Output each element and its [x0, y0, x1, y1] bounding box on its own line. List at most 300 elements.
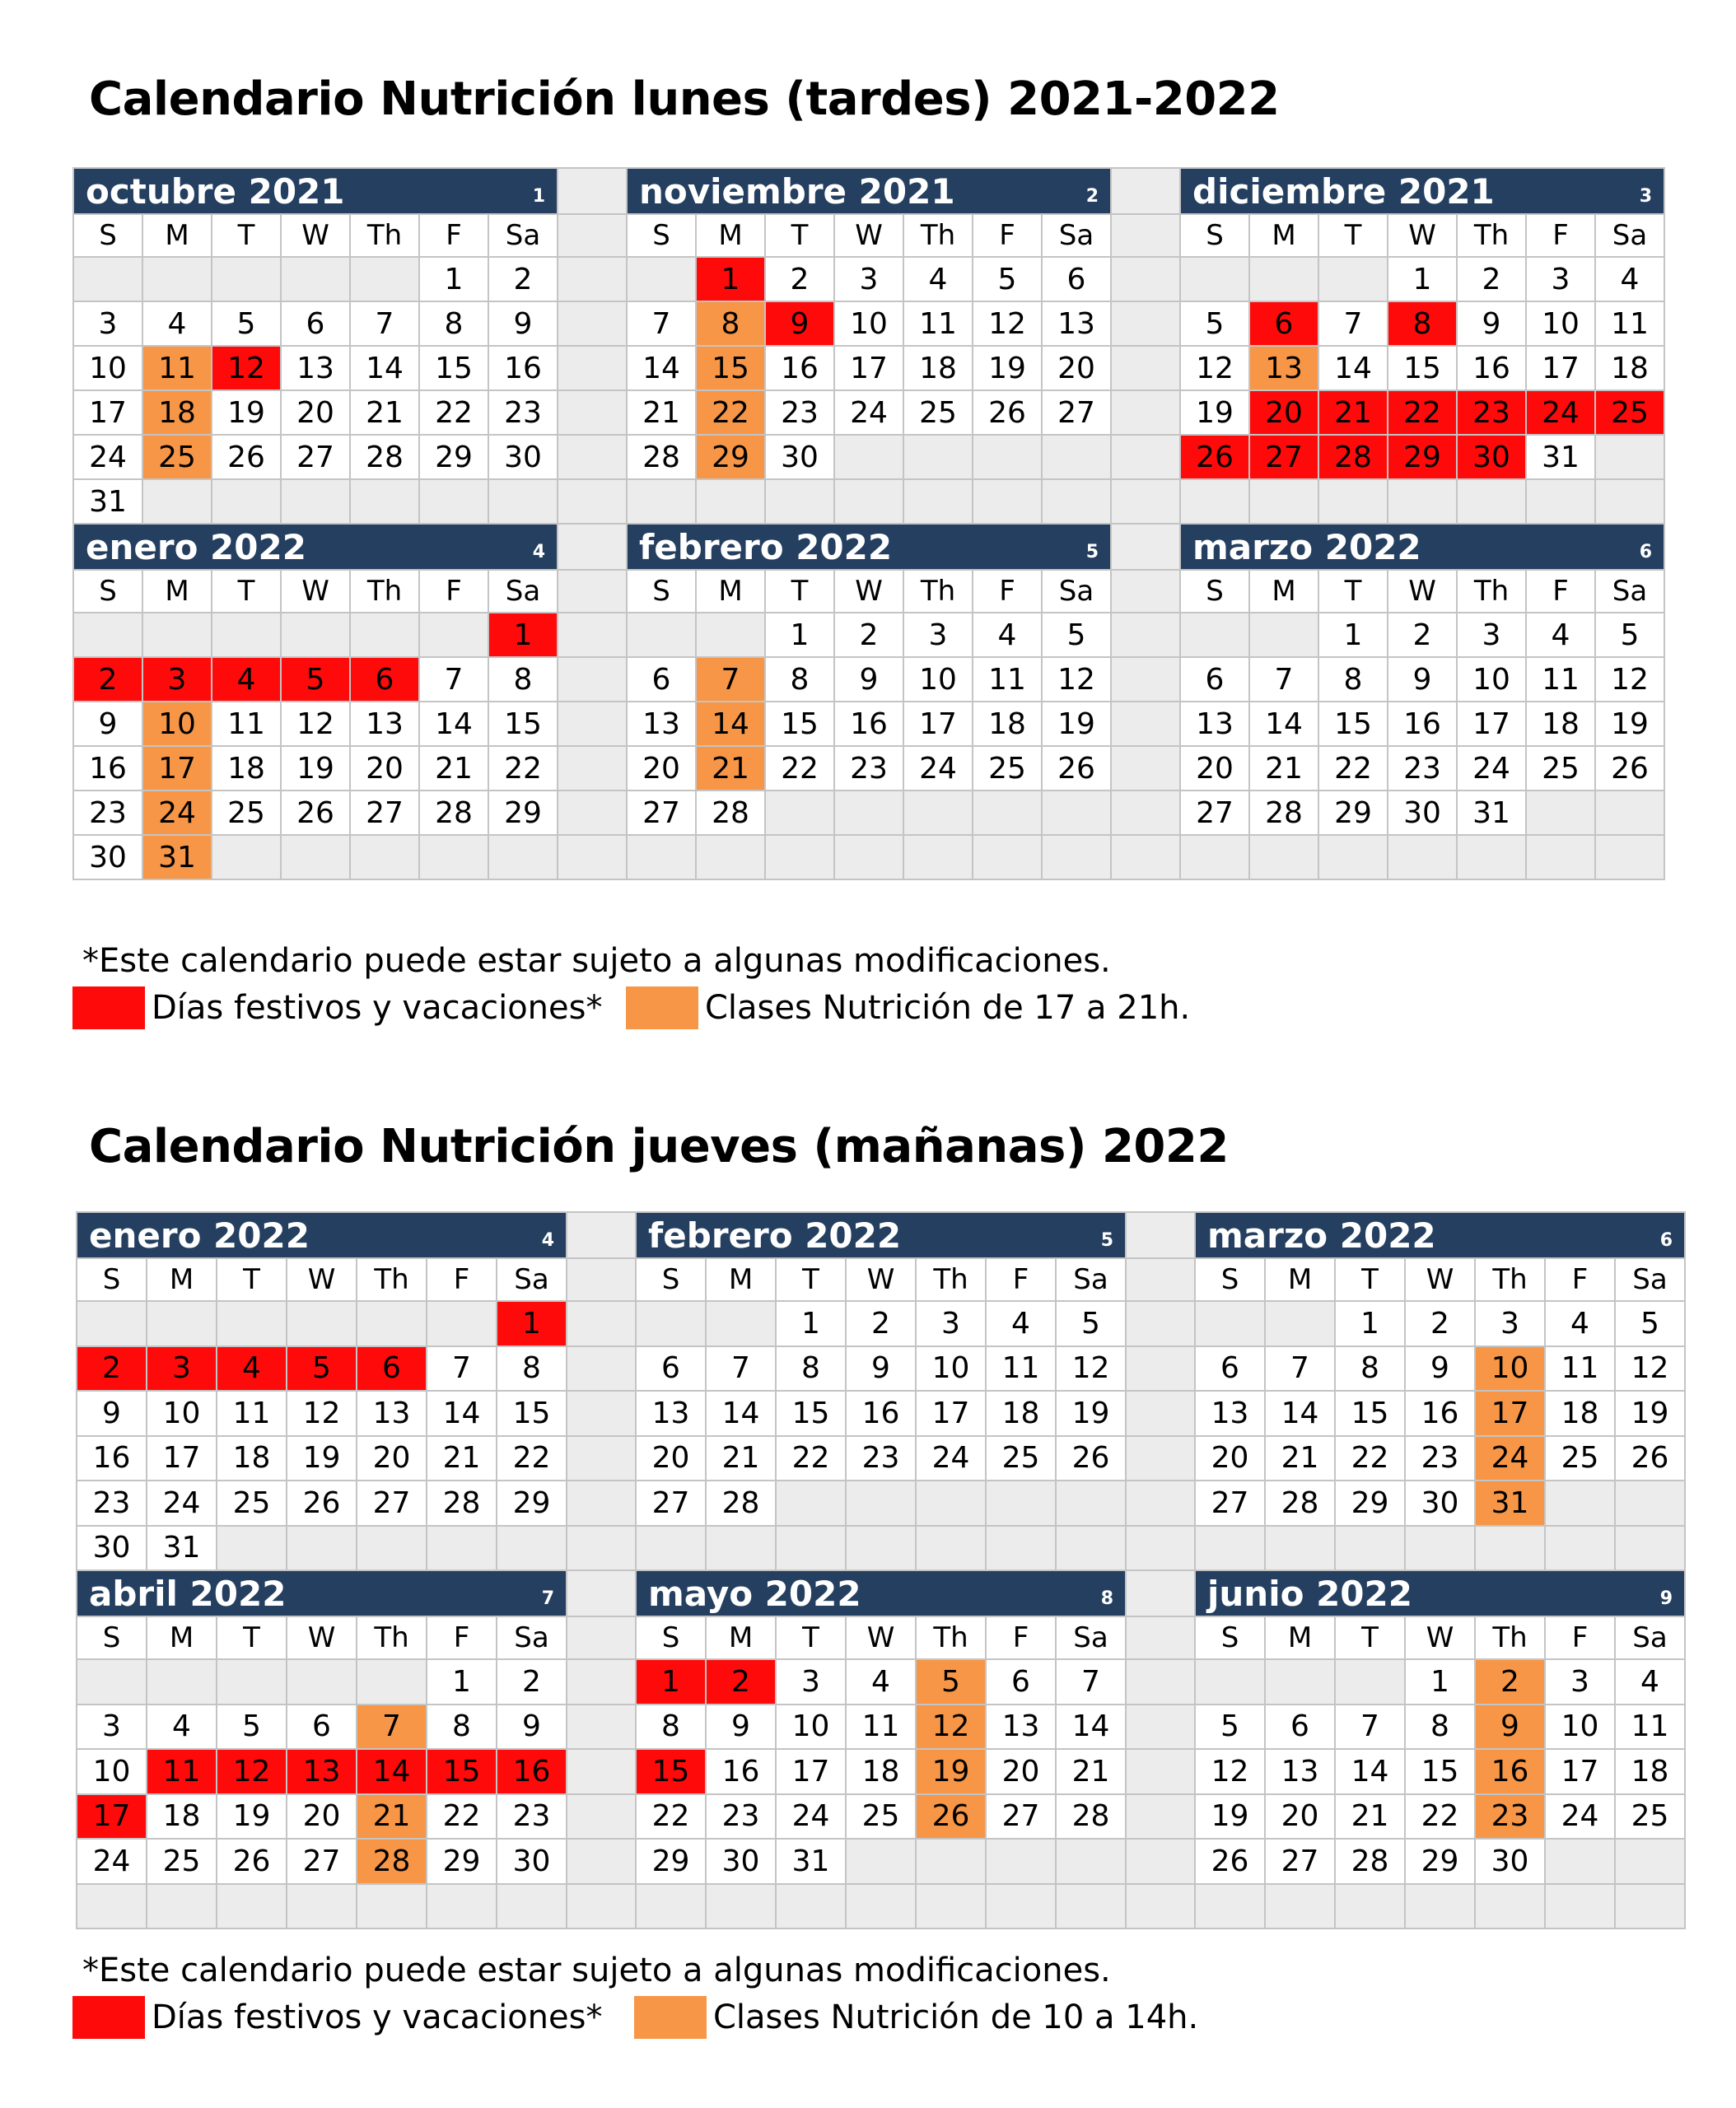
day-cell: 4 — [1546, 1302, 1616, 1347]
weekday-label: S — [637, 1259, 707, 1302]
day-cell: 14 — [697, 702, 766, 747]
spacer — [558, 571, 628, 613]
day-cell: 25 — [217, 1481, 287, 1527]
legend-class-label: Clases Nutrición de 10 a 14h. — [713, 1998, 1199, 2036]
week-row — [77, 1705, 1686, 1751]
weekday-label: S — [1181, 571, 1250, 613]
day-cell: 18 — [212, 747, 282, 791]
day-cell: 6 — [1043, 258, 1112, 302]
legend-class — [634, 1996, 1198, 2039]
day-cell — [904, 436, 973, 480]
day-cell: 3 — [917, 1302, 987, 1347]
weekday-label: F — [1527, 215, 1596, 258]
day-cell: 28 — [357, 1840, 427, 1885]
weekday-label: T — [777, 1617, 847, 1660]
weekday-label: Th — [351, 215, 420, 258]
day-cell: 24 — [1476, 1437, 1546, 1482]
day-cell — [777, 1481, 847, 1527]
day-cell — [1596, 791, 1665, 836]
weekday-label: F — [973, 571, 1043, 613]
day-cell: 11 — [987, 1347, 1057, 1392]
day-cell: 2 — [847, 1302, 917, 1347]
day-cell: 30 — [766, 436, 835, 480]
day-cell — [497, 1527, 567, 1572]
spacer — [1127, 1705, 1196, 1751]
day-cell: 30 — [74, 836, 143, 880]
day-cell: 9 — [1388, 658, 1458, 702]
day-cell: 3 — [147, 1347, 217, 1392]
day-cell: 16 — [847, 1392, 917, 1437]
day-cell — [1057, 1527, 1127, 1572]
day-cell — [628, 613, 697, 658]
section-title: Calendario Nutrición jueves (mañanas) 2022 — [89, 1120, 1229, 1173]
day-cell: 6 — [628, 658, 697, 702]
day-cell: 16 — [1388, 702, 1458, 747]
weekday-label: F — [987, 1259, 1057, 1302]
day-cell: 3 — [835, 258, 904, 302]
day-cell: 23 — [766, 391, 835, 436]
day-cell — [427, 1527, 497, 1572]
day-cell: 12 — [1616, 1347, 1686, 1392]
day-cell — [1527, 791, 1596, 836]
day-cell: 15 — [697, 347, 766, 391]
day-cell — [489, 480, 558, 525]
legend-holiday — [72, 1996, 602, 2039]
day-cell — [637, 1885, 707, 1930]
spacer — [558, 613, 628, 658]
month-number: 1 — [532, 186, 545, 207]
spacer — [1127, 1302, 1196, 1347]
day-cell: 31 — [777, 1840, 847, 1885]
day-cell: 9 — [835, 658, 904, 702]
day-cell: 4 — [987, 1302, 1057, 1347]
weekday-label: W — [287, 1617, 357, 1660]
day-cell: 30 — [707, 1840, 777, 1885]
day-cell — [973, 836, 1043, 880]
day-cell: 27 — [351, 791, 420, 836]
day-cell: 25 — [1616, 1795, 1686, 1840]
day-cell: 8 — [1319, 658, 1388, 702]
day-cell: 5 — [1616, 1302, 1686, 1347]
day-cell: 1 — [1406, 1660, 1476, 1705]
day-cell: 21 — [351, 391, 420, 436]
day-cell: 26 — [917, 1795, 987, 1840]
day-cell — [628, 480, 697, 525]
day-cell: 21 — [1336, 1795, 1406, 1840]
month-number: 2 — [1085, 186, 1099, 207]
day-cell: 20 — [637, 1437, 707, 1482]
day-cell: 5 — [1043, 613, 1112, 658]
day-cell: 27 — [1181, 791, 1250, 836]
day-cell — [1196, 1660, 1266, 1705]
week-row — [74, 613, 1665, 658]
spacer — [567, 1392, 637, 1437]
day-cell: 23 — [707, 1795, 777, 1840]
weekday-row — [77, 1259, 1686, 1302]
day-cell: 22 — [489, 747, 558, 791]
day-cell: 25 — [847, 1795, 917, 1840]
day-cell: 7 — [351, 302, 420, 347]
day-cell — [1319, 258, 1388, 302]
day-cell — [287, 1527, 357, 1572]
month-header-row — [77, 1571, 1686, 1617]
day-cell: 2 — [1388, 613, 1458, 658]
spacer — [1127, 1481, 1196, 1527]
month-header-row — [74, 525, 1665, 571]
day-cell: 17 — [1458, 702, 1527, 747]
day-cell: 26 — [1043, 747, 1112, 791]
month-header — [77, 1213, 567, 1259]
day-cell: 18 — [143, 391, 212, 436]
day-cell: 10 — [1476, 1347, 1546, 1392]
day-cell: 4 — [1616, 1660, 1686, 1705]
day-cell: 6 — [1266, 1705, 1336, 1751]
day-cell: 7 — [1266, 1347, 1336, 1392]
day-cell: 24 — [777, 1795, 847, 1840]
day-cell: 8 — [1336, 1347, 1406, 1392]
day-cell: 12 — [1196, 1750, 1266, 1795]
weekday-label: F — [427, 1617, 497, 1660]
day-cell: 26 — [212, 436, 282, 480]
day-cell — [1043, 436, 1112, 480]
day-cell — [1250, 480, 1319, 525]
day-cell: 1 — [637, 1660, 707, 1705]
day-cell — [74, 258, 143, 302]
day-cell: 21 — [1266, 1437, 1336, 1482]
day-cell — [1388, 480, 1458, 525]
day-cell: 10 — [917, 1347, 987, 1392]
day-cell — [143, 613, 212, 658]
weekday-label: S — [628, 571, 697, 613]
day-cell: 15 — [497, 1392, 567, 1437]
day-cell: 18 — [1527, 702, 1596, 747]
weekday-label: Th — [351, 571, 420, 613]
month-name: mayo 2022 — [648, 1573, 861, 1614]
day-cell: 3 — [1458, 613, 1527, 658]
day-cell: 9 — [1458, 302, 1527, 347]
day-cell: 22 — [1336, 1437, 1406, 1482]
day-cell: 13 — [1043, 302, 1112, 347]
day-cell: 11 — [904, 302, 973, 347]
day-cell: 1 — [489, 613, 558, 658]
month-header-row — [74, 169, 1665, 215]
day-cell: 18 — [1546, 1392, 1616, 1437]
spacer — [1112, 258, 1181, 302]
day-cell — [1527, 836, 1596, 880]
day-cell — [835, 436, 904, 480]
day-cell — [143, 480, 212, 525]
section-title: Calendario Nutrición lunes (tardes) 2021-2022 — [89, 72, 1280, 126]
disclaimer-note: *Este calendario puede estar sujeto a algunas modificaciones. — [82, 1952, 1111, 1989]
spacer — [1112, 658, 1181, 702]
day-cell: 2 — [497, 1660, 567, 1705]
day-cell: 23 — [77, 1481, 147, 1527]
month-name: enero 2022 — [89, 1215, 310, 1256]
spacer — [558, 215, 628, 258]
day-cell: 2 — [1476, 1660, 1546, 1705]
day-cell — [1181, 613, 1250, 658]
day-cell — [1546, 1481, 1616, 1527]
weekday-row — [74, 571, 1665, 613]
day-cell — [143, 258, 212, 302]
day-cell — [766, 480, 835, 525]
spacer — [1127, 1213, 1196, 1259]
day-cell: 21 — [420, 747, 489, 791]
day-cell — [282, 613, 351, 658]
day-cell — [835, 791, 904, 836]
day-cell: 31 — [147, 1527, 217, 1572]
weekday-label: F — [973, 215, 1043, 258]
day-cell: 31 — [1476, 1481, 1546, 1527]
day-cell: 28 — [707, 1481, 777, 1527]
day-cell: 17 — [917, 1392, 987, 1437]
day-cell — [1043, 791, 1112, 836]
weekday-label: Th — [1458, 215, 1527, 258]
month-header — [628, 169, 1112, 215]
week-row — [77, 1840, 1686, 1885]
day-cell: 7 — [357, 1705, 427, 1751]
weekday-label: T — [1319, 215, 1388, 258]
day-cell: 10 — [147, 1392, 217, 1437]
week-row — [77, 1750, 1686, 1795]
day-cell: 14 — [1336, 1750, 1406, 1795]
weekday-label: W — [1406, 1617, 1476, 1660]
day-cell: 4 — [143, 302, 212, 347]
day-cell: 21 — [697, 747, 766, 791]
day-cell — [973, 791, 1043, 836]
month-name: febrero 2022 — [648, 1215, 902, 1256]
day-cell — [847, 1840, 917, 1885]
day-cell: 11 — [973, 658, 1043, 702]
day-cell: 22 — [420, 391, 489, 436]
day-cell: 1 — [697, 258, 766, 302]
day-cell: 19 — [917, 1750, 987, 1795]
day-cell: 22 — [697, 391, 766, 436]
day-cell: 6 — [282, 302, 351, 347]
month-header — [637, 1571, 1127, 1617]
day-cell: 7 — [420, 658, 489, 702]
day-cell: 11 — [1527, 658, 1596, 702]
day-cell: 7 — [1250, 658, 1319, 702]
day-cell — [1319, 836, 1388, 880]
day-cell — [1616, 1840, 1686, 1885]
weekday-label: W — [287, 1259, 357, 1302]
weekday-label: Sa — [497, 1259, 567, 1302]
day-cell: 18 — [973, 702, 1043, 747]
day-cell — [427, 1885, 497, 1930]
day-cell — [973, 436, 1043, 480]
day-cell: 11 — [1596, 302, 1665, 347]
day-cell: 16 — [1476, 1750, 1546, 1795]
day-cell: 13 — [351, 702, 420, 747]
day-cell: 16 — [74, 747, 143, 791]
weekday-label: Th — [1476, 1259, 1546, 1302]
weekday-row — [77, 1617, 1686, 1660]
day-cell: 3 — [74, 302, 143, 347]
day-cell — [697, 613, 766, 658]
class-swatch — [634, 1996, 707, 2039]
day-cell: 25 — [973, 747, 1043, 791]
day-cell: 13 — [287, 1750, 357, 1795]
day-cell: 21 — [1250, 747, 1319, 791]
day-cell — [212, 836, 282, 880]
weekday-label: M — [143, 571, 212, 613]
weekday-label: S — [637, 1617, 707, 1660]
weekday-label: T — [1319, 571, 1388, 613]
day-cell: 20 — [1043, 347, 1112, 391]
day-cell: 2 — [766, 258, 835, 302]
day-cell — [1476, 1885, 1546, 1930]
day-cell: 21 — [357, 1795, 427, 1840]
spacer — [1112, 791, 1181, 836]
day-cell: 13 — [987, 1705, 1057, 1751]
weekday-label: W — [282, 571, 351, 613]
weekday-label: M — [697, 215, 766, 258]
day-cell: 29 — [420, 436, 489, 480]
day-cell: 30 — [1458, 436, 1527, 480]
day-cell — [917, 1840, 987, 1885]
day-cell: 30 — [1476, 1840, 1546, 1885]
class-swatch — [626, 986, 698, 1029]
day-cell — [904, 791, 973, 836]
day-cell — [766, 836, 835, 880]
weekday-label: Sa — [497, 1617, 567, 1660]
spacer — [558, 836, 628, 880]
spacer — [558, 169, 628, 215]
spacer — [558, 391, 628, 436]
month-name: noviembre 2021 — [639, 170, 955, 212]
spacer — [1112, 347, 1181, 391]
month-name: octubre 2021 — [86, 170, 345, 212]
day-cell: 24 — [1527, 391, 1596, 436]
day-cell: 9 — [1476, 1705, 1546, 1751]
day-cell: 13 — [1250, 347, 1319, 391]
day-cell: 3 — [1476, 1302, 1546, 1347]
week-row — [74, 791, 1665, 836]
day-cell: 1 — [427, 1660, 497, 1705]
week-row — [77, 1795, 1686, 1840]
day-cell: 19 — [1596, 702, 1665, 747]
day-cell — [1546, 1885, 1616, 1930]
weekday-label: Th — [904, 571, 973, 613]
day-cell — [1250, 613, 1319, 658]
day-cell: 3 — [777, 1660, 847, 1705]
day-cell: 11 — [143, 347, 212, 391]
day-cell — [357, 1302, 427, 1347]
day-cell: 13 — [357, 1392, 427, 1437]
day-cell: 30 — [489, 436, 558, 480]
day-cell — [1181, 836, 1250, 880]
weekday-label: M — [147, 1259, 217, 1302]
day-cell: 5 — [212, 302, 282, 347]
day-cell — [697, 836, 766, 880]
day-cell: 7 — [707, 1347, 777, 1392]
day-cell: 27 — [357, 1481, 427, 1527]
day-cell: 26 — [1196, 1840, 1266, 1885]
day-cell: 25 — [1596, 391, 1665, 436]
day-cell: 16 — [489, 347, 558, 391]
day-cell — [287, 1885, 357, 1930]
spacer — [1112, 747, 1181, 791]
day-cell — [77, 1302, 147, 1347]
day-cell: 14 — [420, 702, 489, 747]
day-cell — [147, 1660, 217, 1705]
day-cell: 10 — [835, 302, 904, 347]
day-cell: 19 — [217, 1795, 287, 1840]
day-cell: 17 — [1476, 1392, 1546, 1437]
day-cell: 8 — [637, 1705, 707, 1751]
spacer — [1112, 571, 1181, 613]
day-cell: 17 — [777, 1750, 847, 1795]
weekday-label: W — [847, 1617, 917, 1660]
day-cell — [1266, 1885, 1336, 1930]
day-cell: 28 — [1057, 1795, 1127, 1840]
day-cell: 17 — [1546, 1750, 1616, 1795]
weekday-label: M — [1250, 571, 1319, 613]
day-cell: 5 — [287, 1347, 357, 1392]
weekday-label: F — [1527, 571, 1596, 613]
weekday-label: T — [212, 215, 282, 258]
day-cell: 6 — [357, 1347, 427, 1392]
day-cell: 22 — [766, 747, 835, 791]
day-cell: 21 — [427, 1437, 497, 1482]
day-cell — [628, 836, 697, 880]
day-cell: 13 — [1266, 1750, 1336, 1795]
day-cell: 14 — [1057, 1705, 1127, 1751]
day-cell: 24 — [1546, 1795, 1616, 1840]
day-cell — [917, 1481, 987, 1527]
week-row — [74, 747, 1665, 791]
spacer — [558, 302, 628, 347]
day-cell: 18 — [987, 1392, 1057, 1437]
spacer — [558, 747, 628, 791]
month-number: 6 — [1639, 542, 1652, 562]
day-cell — [904, 480, 973, 525]
weekday-label: S — [74, 215, 143, 258]
day-cell: 1 — [420, 258, 489, 302]
spacer — [1112, 302, 1181, 347]
calendar-grid — [76, 1211, 1686, 1929]
day-cell — [217, 1660, 287, 1705]
day-cell: 20 — [1266, 1795, 1336, 1840]
day-cell: 7 — [1319, 302, 1388, 347]
day-cell — [1181, 258, 1250, 302]
day-cell: 19 — [1616, 1392, 1686, 1437]
day-cell: 4 — [212, 658, 282, 702]
day-cell: 26 — [217, 1840, 287, 1885]
day-cell — [1250, 258, 1319, 302]
weekday-label: S — [77, 1259, 147, 1302]
spacer — [567, 1571, 637, 1617]
day-cell: 9 — [847, 1347, 917, 1392]
day-cell: 12 — [973, 302, 1043, 347]
day-cell — [489, 836, 558, 880]
day-cell: 4 — [1527, 613, 1596, 658]
weekday-label: Th — [357, 1259, 427, 1302]
weekday-label: F — [427, 1259, 497, 1302]
day-cell — [1057, 1840, 1127, 1885]
month-name: marzo 2022 — [1207, 1215, 1436, 1256]
day-cell: 9 — [1406, 1347, 1476, 1392]
day-cell — [777, 1527, 847, 1572]
day-cell — [637, 1527, 707, 1572]
spacer — [567, 1795, 637, 1840]
day-cell: 23 — [497, 1795, 567, 1840]
weekday-label: Sa — [1043, 215, 1112, 258]
day-cell: 24 — [74, 436, 143, 480]
day-cell — [835, 480, 904, 525]
day-cell: 1 — [1336, 1302, 1406, 1347]
